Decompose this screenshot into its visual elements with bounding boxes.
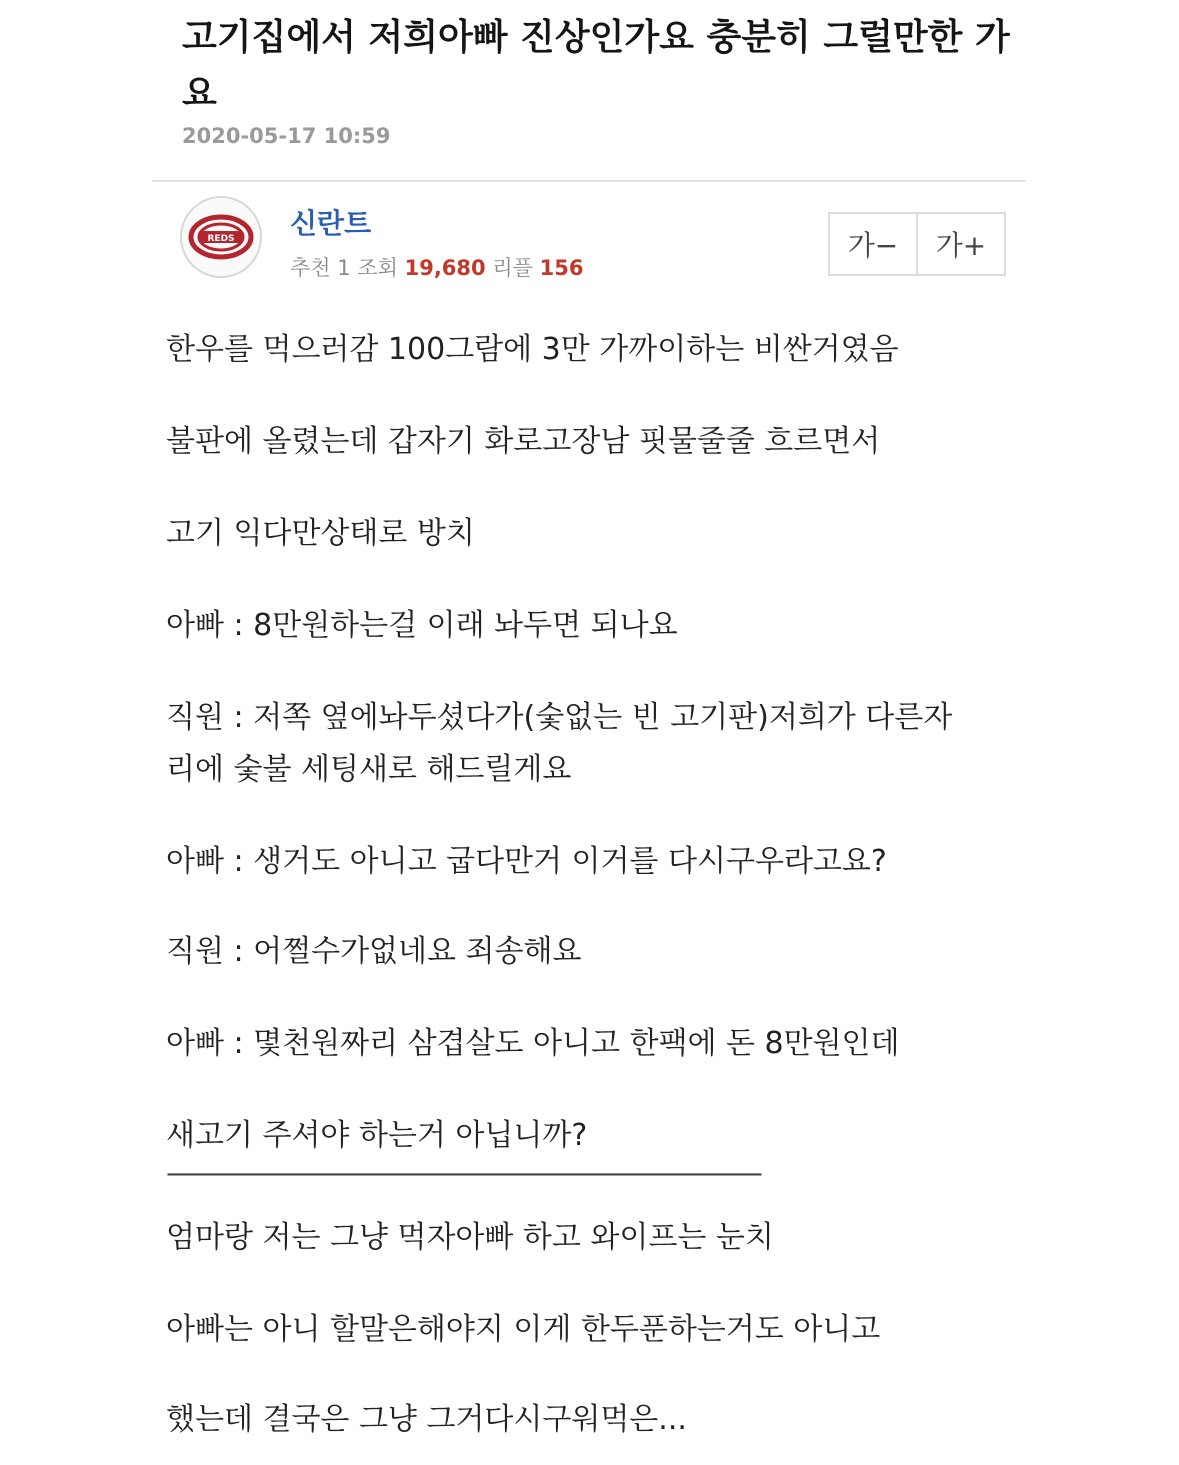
views-count: 19,680 (404, 256, 486, 280)
font-increase-button[interactable]: 가+ (916, 214, 1004, 274)
replies-count: 156 (539, 256, 584, 280)
body-line: 아빠 : 몇천원짜리 삼겹살도 아니고 한팩에 돈 8만원인데 (166, 1026, 900, 1061)
body-line: 아빠는 아니 할말은해야지 이게 한두푼하는거도 아니고 (166, 1312, 881, 1347)
body-line: 엄마랑 저는 그냥 먹자아빠 하고 와이프는 눈치 (166, 1220, 774, 1255)
body-line: 아빠 : 생거도 아니고 굽다만거 이거를 다시구우라고요? (166, 844, 887, 879)
post-date: 2020-05-17 10:59 (182, 124, 391, 148)
body-line: 불판에 올렸는데 갑자기 화로고장남 핏물줄줄 흐르면서 (166, 424, 881, 459)
author-avatar[interactable] (180, 196, 262, 278)
font-decrease-button[interactable]: 가− (847, 229, 899, 262)
body-line: 리에 숯불 세팅새로 해드릴게요 (166, 752, 572, 787)
views-label: 조회 (357, 256, 398, 280)
post-stats (290, 252, 583, 282)
replies-label: 리플 (492, 256, 533, 280)
body-line: 했는데 결국은 그냥 그거다시구워먹은... (166, 1402, 687, 1437)
body-line: 아빠 : 8만원하는걸 이래 놔두면 되나요 (166, 608, 678, 643)
reds-logo-icon (182, 198, 260, 276)
avatar-logo-text: REDS (207, 234, 235, 244)
font-size-controls (828, 212, 1006, 276)
body-line: 직원 : 저쪽 옆에놔두셨다가(숯없는 빈 고기판)저희가 다른자 (166, 700, 953, 735)
recommend-label: 추천 (290, 256, 331, 280)
author-name[interactable]: 신란트 (290, 207, 372, 240)
recommend-count: 1 (337, 256, 351, 280)
body-line: 한우를 먹으러감 100그람에 3만 가까이하는 비싼거였음 (166, 332, 899, 367)
body-line: 고기 익다만상태로 방치 (166, 516, 475, 551)
body-line: 새고기 주셔야 하는거 아닙니까? (166, 1118, 588, 1153)
body-separator: —————————————————————— (166, 1156, 760, 1191)
header-divider (152, 180, 1026, 182)
body-line: 직원 : 어쩔수가없네요 죄송해요 (166, 934, 582, 969)
post-title: 고기집에서 저희아빠 진상인가요 충분히 그럴만한 가요 (182, 17, 1010, 114)
